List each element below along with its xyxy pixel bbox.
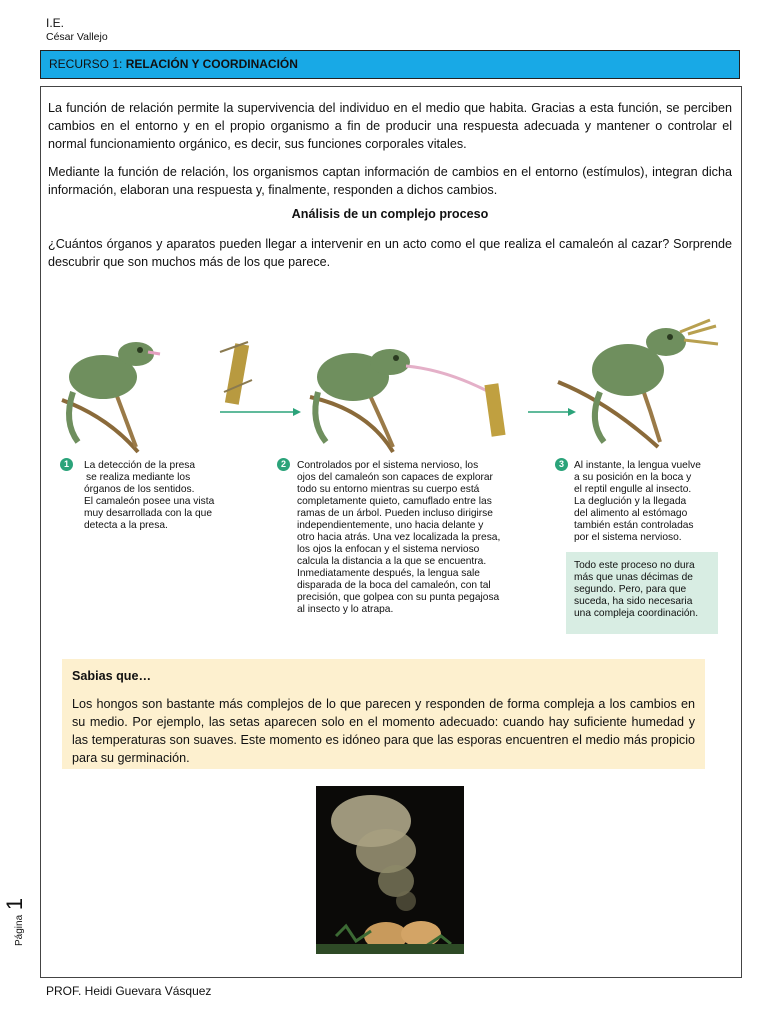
step-3-caption xyxy=(574,460,744,544)
paragraph-2: Mediante la función de relación, los organismos captan información de cambios en el entorno (estímulos), integran dicha información, elaboran una respuesta y, finalmente, responden a dichos cambios. xyxy=(48,165,732,197)
sabias-que-box xyxy=(62,659,705,769)
step-1-line: detecta a la presa. xyxy=(84,520,168,531)
step-3-line: La deglución y la llegada xyxy=(574,496,687,507)
arrow-2 xyxy=(528,408,576,416)
note-line: suceda, ha sido necesaria xyxy=(574,596,693,607)
step-2-line: al insecto y lo atrapa. xyxy=(297,604,394,615)
note-box xyxy=(566,552,718,634)
step-3-line: a su posición en la boca y xyxy=(574,472,692,483)
step-2-line: disparada de la boca del camaleón, con tal xyxy=(297,580,491,591)
step-3-line: también están controladas xyxy=(574,520,694,531)
step-2-line: ramas de un árbol. Pueden incluso dirigirse xyxy=(297,508,493,519)
resource-title: RELACIÓN Y COORDINACIÓN xyxy=(125,57,298,71)
step-3-badge: 3 xyxy=(555,458,568,471)
page-number: 1 xyxy=(2,897,27,911)
arrow-1 xyxy=(220,408,301,416)
step-2-line: completamente quieto, camuflado entre las xyxy=(297,496,492,507)
note-line: más que unas décimas de xyxy=(574,572,693,583)
chameleon-panel-1 xyxy=(62,342,252,452)
step-1-badge: 1 xyxy=(60,458,73,471)
step-2-line: ojos del camaleón son capaces de explorar xyxy=(297,472,493,483)
step-2-caption xyxy=(297,460,537,616)
step-1-caption xyxy=(84,460,264,532)
resource-prefix: RECURSO 1: xyxy=(49,57,126,71)
step-2-badge: 2 xyxy=(277,458,290,471)
school-header xyxy=(46,16,108,44)
school-name: César Vallejo xyxy=(46,31,108,43)
step-2-line: Controlados por el sistema nervioso, los xyxy=(297,460,479,471)
footer-author: PROF. Heidi Guevara Vásquez xyxy=(46,984,212,998)
step-2-line: Inmediatamente después, la lengua sale xyxy=(297,568,480,579)
page-number-label xyxy=(2,897,48,970)
step-3-line: el reptil engulle al insecto. xyxy=(574,484,692,495)
step-2-line: los ojos la enfocan y el sistema nervioso xyxy=(297,544,480,555)
chameleon-panel-3 xyxy=(558,320,718,447)
step-2-line: otro hacia atrás. Una vez localizada la presa, xyxy=(297,532,501,543)
step-2-line: independientemente, uno hacia delante y xyxy=(297,520,484,531)
step-3-line: Al instante, la lengua vuelve xyxy=(574,460,701,471)
step-3-line: del alimento al estómago xyxy=(574,508,688,519)
step-1-line: se realiza mediante los xyxy=(86,472,191,483)
page-label-text: Página xyxy=(14,914,25,946)
sabias-que-title: Sabias que… xyxy=(72,669,152,683)
note-line: Todo este proceso no dura xyxy=(574,560,695,571)
step-2-line: calcula la distancia a la que se encuentra. xyxy=(297,556,487,567)
step-1-line: El camaleón posee una vista xyxy=(84,496,215,507)
step-1-line: muy desarrollada con la que xyxy=(84,508,212,519)
mushroom-spores-photo xyxy=(316,786,464,954)
section-subtitle: Análisis de un complejo proceso xyxy=(291,207,489,221)
paragraph-1: La función de relación permite la supervivencia del individuo en el medio que habita. Gracias a esta función, se perciben cambios en el entorno y en el propio organismo a fin de producir una respuesta adecuada y mantener o controlar el normal funcionamiento orgánico, es decir, sus funciones corporales vitales. xyxy=(48,101,732,151)
note-line: una compleja coordinación. xyxy=(574,608,699,619)
step-3-line: por el sistema nervioso. xyxy=(574,532,682,543)
step-1-line: La detección de la presa xyxy=(84,460,196,471)
school-line-1: I.E. xyxy=(46,16,65,30)
step-1-line: órganos de los sentidos. xyxy=(84,484,195,495)
step-2-line: precisión, que golpea con su punta pegajosa xyxy=(297,592,500,603)
note-line: segundo. Pero, para que xyxy=(574,584,687,595)
step-2-line: todo su entorno mientras su cuerpo está xyxy=(297,484,480,495)
resource-title-bar xyxy=(40,50,740,79)
chameleon-panel-2 xyxy=(310,349,506,452)
sabias-que-text: Los hongos son bastante más complejos de lo que parecen y responden de forma compleja a los cambios en su medio. Por ejemplo, las setas aparecen solo en el momento adecuado: cuando hay suficiente humedad y las temperaturas son suaves. Este momento es idóneo para que las esporas encuentren el medio más propicio para su germinación. xyxy=(72,697,695,765)
paragraph-3: ¿Cuántos órganos y aparatos pueden llegar a intervenir en un acto como el que realiza el camaleón al cazar? Sorprende descubrir que son muchos más de los que parece. xyxy=(48,237,732,269)
